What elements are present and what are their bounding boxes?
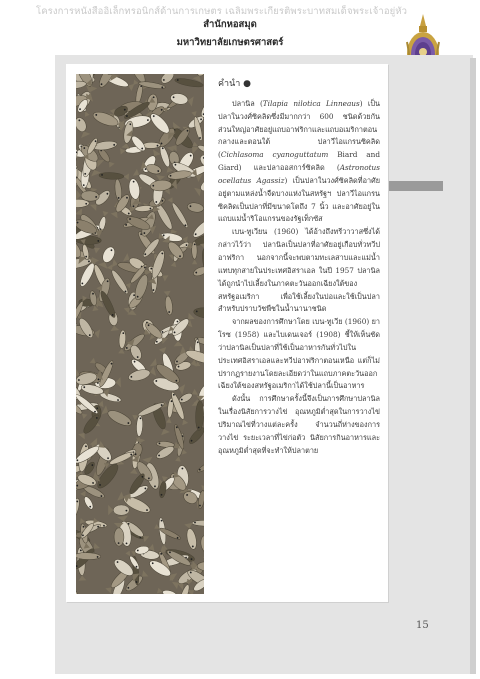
paragraph-1: ปลานิล (Tilapia nilotica Linneaus) เป็นปลาในวงศ์ซิคลิดซึ่งมีมากกว่า 600 ชนิดด้วยกัน ส่วนใหญ่อาศัยอยู่แถบอาฟริกาและแถบอเมริกาตอนกลางและตอนใต้ ปลาวีไอแกรนซิคลิด (Cichlasoma cyanoguttatum Biard and Giard) และปลาออสการ์ซิคลิด (Astronotus ocellatus Agassiz) เป็นปลาในวงศ์ซิคลิดที่อาศัยอยู่ตามแหล่งน้ำจืดบางแห่งในสหรัฐฯ ปลาวีไอแกรนซิคลิดเป็นปลาที่มีขนาดโตถึง 7 นิ้ว และอาศัยอยู่ในแถบแม่น้ำริโอแกรนของรัฐเท็กซัส xyxy=(218,98,381,224)
paragraph-2: เบน-ทูเวียน (1960) ได้อ้างถึงทรีวาวาสซึ่งได้กล่าวไว้ว่า ปลานิลเป็นปลาที่อาศัยอยู่เกือบทั่วทวีปอาฟริกา นอกจากนี้จะพบตามทะเลสาบและแม่น้ำแทบทุกสายในประเทศอิสราเอล ในปี 1957 ปลานิลได้ถูกนำไปเลี้ยงในภาคตะวันออกเฉียงใต้ของสหรัฐอเมริกา เพื่อใช้เลี้ยงในบ่อและใช้เป็นปลาสำหรับปราบวัชพืชในน้ำนานาชนิด xyxy=(218,227,380,314)
project-banner: โครงการหนังสืออิเล็กทรอนิกส์ด้านการเกษตร เฉลิมพระเกียรติพระบาทสมเด็จพระเจ้าอยู่หัว xyxy=(36,6,408,17)
article-body xyxy=(218,78,380,457)
university-name: มหาวิทยาลัยเกษตรศาสตร์ xyxy=(176,37,284,48)
library-name: สำนักหอสมุด xyxy=(203,19,257,30)
paragraph-4: ดังนั้น การศึกษาครั้งนี้จึงเป็นการศึกษาปลานิลในเรื่องนิสัยการวางไข่ อุณหภูมิต่ำสุดในการวางไข่ ปริมาณไข่ที่วางแต่ละครั้ง จำนวนถี่ห่างของการวางไข่ ระยะเวลาที่ไข่ก่อตัว นิสัยการกินอาหารและอุณหภูมิต่ำสุดที่จะทำให้ปลาตาย xyxy=(218,394,380,455)
section-marker-bar xyxy=(388,181,443,191)
page-edge-shadow xyxy=(470,58,476,674)
paragraph-3: จากผลของการศึกษาโดย เบน-ทูเวีย (1960) ยาโรซ (1958) และไบเดนเจอร์ (1908) ชี้ให้เห็นชัดว่าปลานิลเป็นปลาที่ใช้เป็นอาหารกันทั่วไปในประเทศอิสราเอลและทวีปอาฟริกาตอนเหนือ แต่ก็ไม่ปรากฏรายงานโดยละเอียดว่าในแถบภาคตะวันออกเฉียงใต้ของสหรัฐอเมริกาได้ใช้ปลานี้เป็นอาหาร xyxy=(218,317,380,391)
fish-school-photo xyxy=(76,74,204,594)
section-heading: คำนำ ● xyxy=(218,79,251,89)
page-number: 15 xyxy=(416,620,429,631)
